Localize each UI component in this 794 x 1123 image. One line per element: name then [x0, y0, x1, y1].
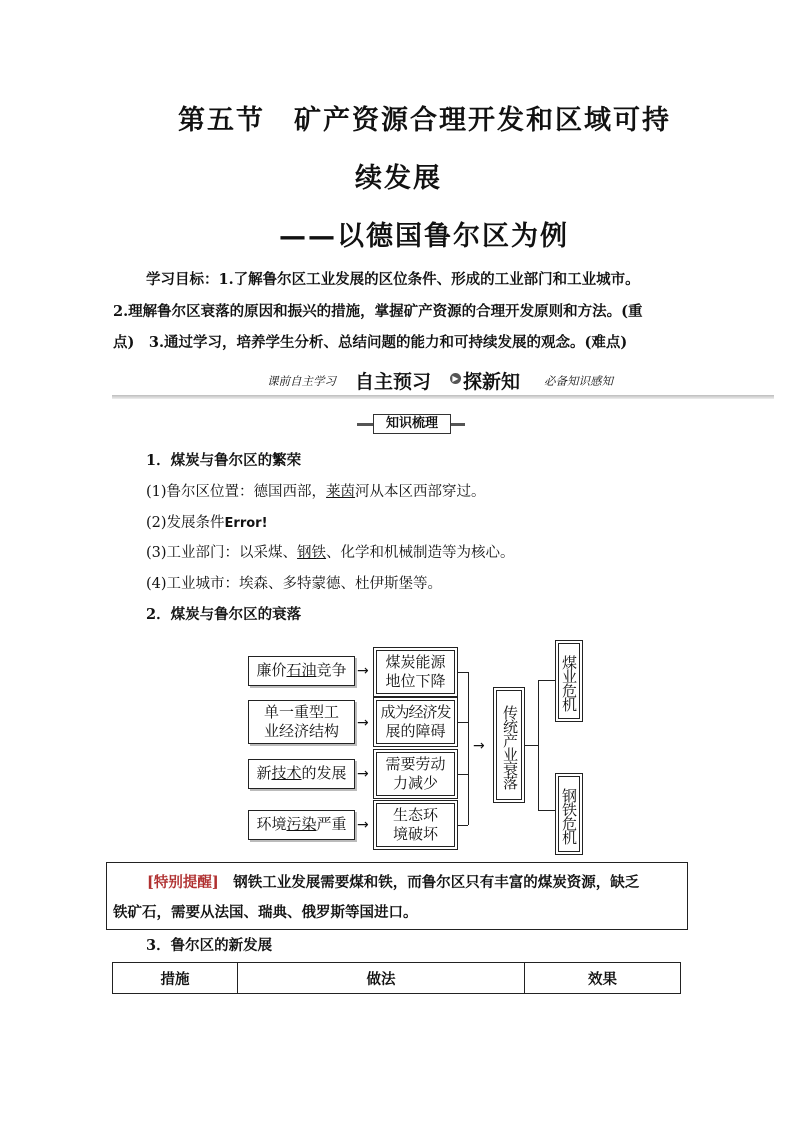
connector-line	[538, 680, 556, 681]
objectives-line3: 点) 3.通过学习，培养学生分析、总结问题的能力和可持续发展的观念。(难点)	[113, 334, 628, 351]
tag-bar-right	[449, 423, 465, 426]
cause-industrial-structure	[248, 700, 355, 744]
cause2-line2: 业经济结构	[263, 722, 339, 740]
note-line2: 铁矿石，需要从法国、瑞典、俄罗斯等国进口。	[113, 904, 418, 921]
cause4-part2: 污染	[286, 815, 317, 833]
table-header-measures: 措施	[113, 963, 238, 994]
chevron-right-icon: ▶	[450, 373, 461, 384]
arrow-icon: →	[357, 766, 369, 782]
arrow-icon: →	[357, 715, 369, 731]
arrow-icon: →	[357, 817, 369, 833]
page-subtitle: ——以德国鲁尔区为例	[279, 221, 569, 252]
item2-error: Error!	[224, 516, 268, 531]
item3-suffix: 、化学和机械制造等为核心。	[326, 545, 515, 561]
new-development-table	[112, 962, 681, 994]
connector-line	[538, 810, 556, 811]
connector-line	[458, 722, 468, 723]
cause-oil-competition	[248, 656, 355, 686]
effect4-line2: 境破坏	[392, 825, 438, 843]
item3-prefix: (3)工业部门：以采煤、	[146, 545, 298, 561]
cause-new-technology	[248, 759, 355, 789]
page-title-line1: 第五节 矿产资源合理开发和区域可持	[178, 105, 671, 136]
item1-suffix: 河从本区西部穿过。	[355, 484, 486, 500]
section1-item1	[146, 480, 486, 501]
effect4-line1: 生态环	[392, 806, 438, 824]
knowledge-tag	[357, 414, 465, 434]
connector-line	[538, 680, 539, 810]
cause4-part3: 严重	[316, 815, 347, 833]
section1-item2	[146, 511, 268, 532]
cause2-line1: 单一重型工	[263, 703, 339, 721]
table-header-practice: 做法	[238, 963, 525, 994]
tag-bar-left	[357, 423, 373, 426]
effect2-line1: 成为经济发	[380, 703, 451, 721]
note-line1-text: 钢铁工业发展需要煤和铁，而鲁尔区只有丰富的煤炭资源，缺乏	[218, 874, 640, 891]
objectives-line2: 2.理解鲁尔区衰落的原因和振兴的措施，掌握矿产资源的合理开发原则和方法。(重	[113, 303, 643, 320]
section2-heading: 2．煤炭与鲁尔区的衰落	[146, 606, 302, 623]
center-traditional-decline: 传统产业衰落	[496, 690, 522, 800]
cause-pollution	[248, 810, 355, 840]
effect-coal-status	[376, 650, 455, 694]
outcome-coal-crisis: 煤业危机	[558, 643, 580, 719]
outcome-steel-crisis: 钢铁危机	[558, 776, 580, 852]
banner-left-label: 课前自主学习	[267, 374, 336, 388]
section-banner	[112, 366, 774, 398]
connector-line	[468, 672, 469, 825]
cause1-part2: 石油	[286, 661, 317, 679]
effect3-line1: 需要劳动	[385, 755, 446, 773]
effect1-line1: 煤炭能源	[385, 653, 446, 671]
item3-underlined: 钢铁	[297, 545, 327, 561]
cause4-part1: 环境	[256, 815, 287, 833]
section1-item3	[146, 541, 515, 562]
effect2-line2: 展的障碍	[385, 722, 446, 740]
arrow-icon: →	[357, 663, 369, 679]
effect3-line2: 力减少	[392, 774, 438, 792]
item1-underlined: 莱茵	[326, 484, 356, 500]
arrow-icon: →	[473, 738, 485, 754]
banner-main-right: 探新知	[463, 371, 521, 393]
table-header-row	[113, 963, 681, 994]
page-title-line2: 续发展	[355, 163, 442, 194]
cause1-part1: 廉价	[256, 661, 287, 679]
connector-line	[458, 825, 468, 826]
banner-divider	[112, 395, 774, 399]
objectives-line1: 学习目标：1.了解鲁尔区工业发展的区位条件、形成的工业部门和工业城市。	[146, 271, 640, 288]
section3-heading: 3．鲁尔区的新发展	[146, 937, 273, 954]
connector-line	[524, 745, 538, 746]
special-reminder-box	[106, 862, 688, 930]
connector-line	[458, 672, 468, 673]
cause1-part3: 竞争	[316, 661, 347, 679]
item2-prefix: (2)发展条件	[146, 515, 225, 531]
cause3-part1: 新	[256, 764, 272, 782]
note-line1	[147, 871, 639, 892]
section1-item4: (4)工业城市：埃森、多特蒙德、杜伊斯堡等。	[146, 576, 443, 592]
tag-label: 知识梳理	[373, 414, 451, 434]
banner-main-left: 自主预习	[355, 371, 432, 393]
item1-prefix: (1)鲁尔区位置：德国西部，	[146, 484, 327, 500]
note-label: [特别提醒]	[147, 874, 219, 891]
effect1-line2: 地位下降	[385, 672, 446, 690]
effect-economic-obstacle	[376, 700, 455, 744]
connector-line	[458, 774, 468, 775]
section1-heading: 1．煤炭与鲁尔区的繁荣	[146, 452, 302, 469]
table-header-effect: 效果	[525, 963, 681, 994]
effect-ecology-damage	[376, 803, 455, 847]
cause3-part3: 的发展	[301, 764, 347, 782]
cause3-part2: 技术	[271, 764, 302, 782]
effect-labor-reduction	[376, 752, 455, 796]
banner-right-label: 必备知识感知	[544, 374, 613, 388]
